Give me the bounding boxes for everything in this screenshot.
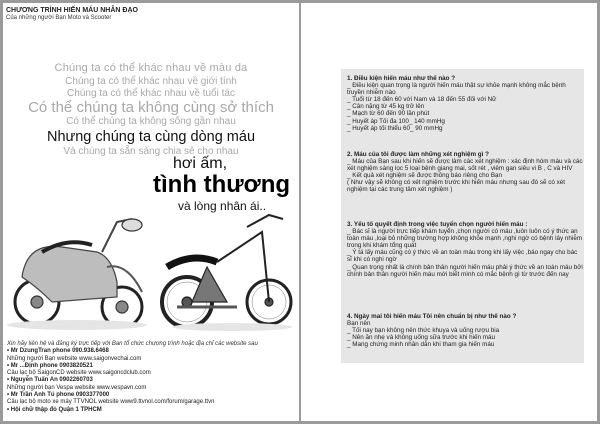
faq-line: _ Kết quả xét nghiệm sẽ được thông báo riêng cho Bạn bbox=[347, 172, 503, 180]
faq-line: _ Quan trọng nhất là chính bản thân người hiến máu phải ý thức về an toàn máu bởi chính bản thân người hiến máu mới biết mình có mắc bệnh gì từ trước đến nay bbox=[347, 263, 583, 278]
faq-line: _ Huyết áp tối thiểu 60_ 90 mmHg bbox=[347, 124, 443, 132]
faq-section-4 bbox=[347, 313, 583, 348]
chopper-motorcycle-image bbox=[162, 215, 292, 331]
contact-person: • Mr ...Định phone 0903820521 bbox=[7, 362, 93, 369]
contact-person: • Nguyễn Tuấn An 0902260703 bbox=[7, 377, 93, 384]
contact-block bbox=[7, 341, 297, 414]
slogan-main: Nhưng chúng ta cùng dòng máu bbox=[46, 129, 256, 145]
faq-title: 3. Yếu tố quyết định trong việc tuyển chọn người hiến máu : bbox=[347, 221, 528, 228]
faq-line: _ Máu của Bạn sau khi hiến sẽ được làm các xét nghiệm : xác định hóm máu và các xét nghiệm sàng lọc 5 loại bệnh giang mai, sốt rét , viêm gan siêu vi B , C và HIV bbox=[347, 158, 583, 173]
contact-org: • Hội chữ thập đỏ Quận 1 TPHCM bbox=[7, 406, 102, 413]
slogan-line: Có thể chúng ta không cùng sở thích bbox=[28, 99, 274, 116]
contact-person: • Mr Trần Anh Tú phone 0903377000 bbox=[7, 392, 110, 399]
faq-line: Bạn nên bbox=[347, 320, 371, 328]
love-text: tình thương bbox=[153, 171, 291, 198]
faq-line: _ Bác sĩ là người trực tiếp khám tuyển ,chọn người có máu ,luôn luôn có ý thức an toàn máu ,loại bỏ những trường hợp không khỏe mạnh ,nghi ngờ có bệnh lây nhiễm trong khi khám tổng quát bbox=[347, 228, 583, 250]
slogan-line: Chúng ta có thể khác nhau về màu da bbox=[54, 62, 248, 74]
faq-line: _ Cân nặng từ 45 kg trở lên bbox=[347, 103, 425, 111]
faq-line: ( Như vậy sẽ không có xét nghiệm trước khi hiến máu nhưng sau đó sẽ có xét nghiệm tại các trung tâm xét nghiệm ) bbox=[347, 179, 566, 194]
faq-section-1 bbox=[347, 75, 583, 132]
faq-line: _ Tối nay bạn không nên thức khuya và uống rượu bia bbox=[347, 327, 500, 335]
faq-line: _ Mang chứng minh nhân dân khi tham gia hiến máu bbox=[347, 341, 495, 349]
faq-title: 1. Điều kiện hiến máu như thế nào ? bbox=[347, 75, 456, 82]
slogan-line: Chúng ta có thể khác nhau về giới tính bbox=[65, 76, 237, 87]
slogan-line: Có thể chúng ta không sống gần nhau bbox=[66, 116, 236, 127]
contact-intro: Xin hãy liên hệ và đăng ký trực tiếp với Ban tổ chức chương trình hoặc địa chỉ các website sau bbox=[7, 341, 258, 347]
scooter-image bbox=[7, 219, 147, 330]
faq-title: 4. Ngày mai tôi hiến máu Tôi nên chuẩn bị như thế nào ? bbox=[347, 313, 517, 320]
faq-line: _ Ý tá lấy máu cũng có ý thức về an toàn máu trong khi lấy việc ,báo ngay cho bác sĩ khi có nghi ngờ bbox=[347, 249, 578, 264]
faq-section-3 bbox=[347, 221, 583, 278]
contact-website[interactable]: Những người bạn Vespa website www.vespavn.com bbox=[7, 384, 147, 391]
faq-title: 2. Máu của tôi được làm những xét nghiệm gì ? bbox=[347, 151, 489, 158]
slogan-line: Và chúng ta sẵn sàng chia sẻ cho nhau bbox=[63, 146, 239, 157]
warmth-text: hơi ấm, bbox=[173, 155, 228, 172]
contact-website[interactable]: Câu lạc bộ SaigonCD website www.saigoncdclub.com bbox=[7, 370, 151, 377]
motorcycle-scooter-illustration bbox=[7, 207, 293, 333]
faq-line: _ Huyết áp Tối đa 100_ 140 mmHg bbox=[347, 117, 445, 125]
contact-website[interactable]: Những người Bạn website www.saigonvechai.com bbox=[7, 355, 142, 362]
contact-person: • Mr DzungTran phone 090.938.6468 bbox=[7, 348, 109, 355]
left-page bbox=[3, 3, 299, 421]
program-title: CHƯƠNG TRÌNH HIẾN MÁU NHÂN ĐẠO bbox=[6, 7, 138, 14]
program-subtitle: Của những người Bạn Moto và Scooter bbox=[6, 15, 112, 21]
compassion-text: và lòng nhân ái.. bbox=[178, 199, 267, 213]
faq-section-2 bbox=[347, 151, 583, 194]
contact-website[interactable]: Câu lạc bộ moto xe máy TTVNOL website www9.ttvnol.com/forum/garage.ttvn bbox=[7, 399, 215, 406]
right-page bbox=[301, 3, 597, 421]
faq-line: _ Nên ăn nhẹ và không uống sữa trước khi hiến máu bbox=[347, 334, 496, 342]
faq-line: _ Mạch từ 60 đến 90 lần phút bbox=[347, 110, 430, 118]
faq-line: _ Điều kiện quan trọng là người hiến máu thật sự khỏe mạnh không mắc bệnh truyền nhiễm nào bbox=[347, 82, 566, 97]
faq-line: _ Tuổi từ 18 đến 60 với Nam và 18 đến 55 đối với Nữ bbox=[347, 96, 497, 104]
slogan-line: Chúng ta có thể khác nhau về tuổi tác bbox=[67, 88, 235, 99]
